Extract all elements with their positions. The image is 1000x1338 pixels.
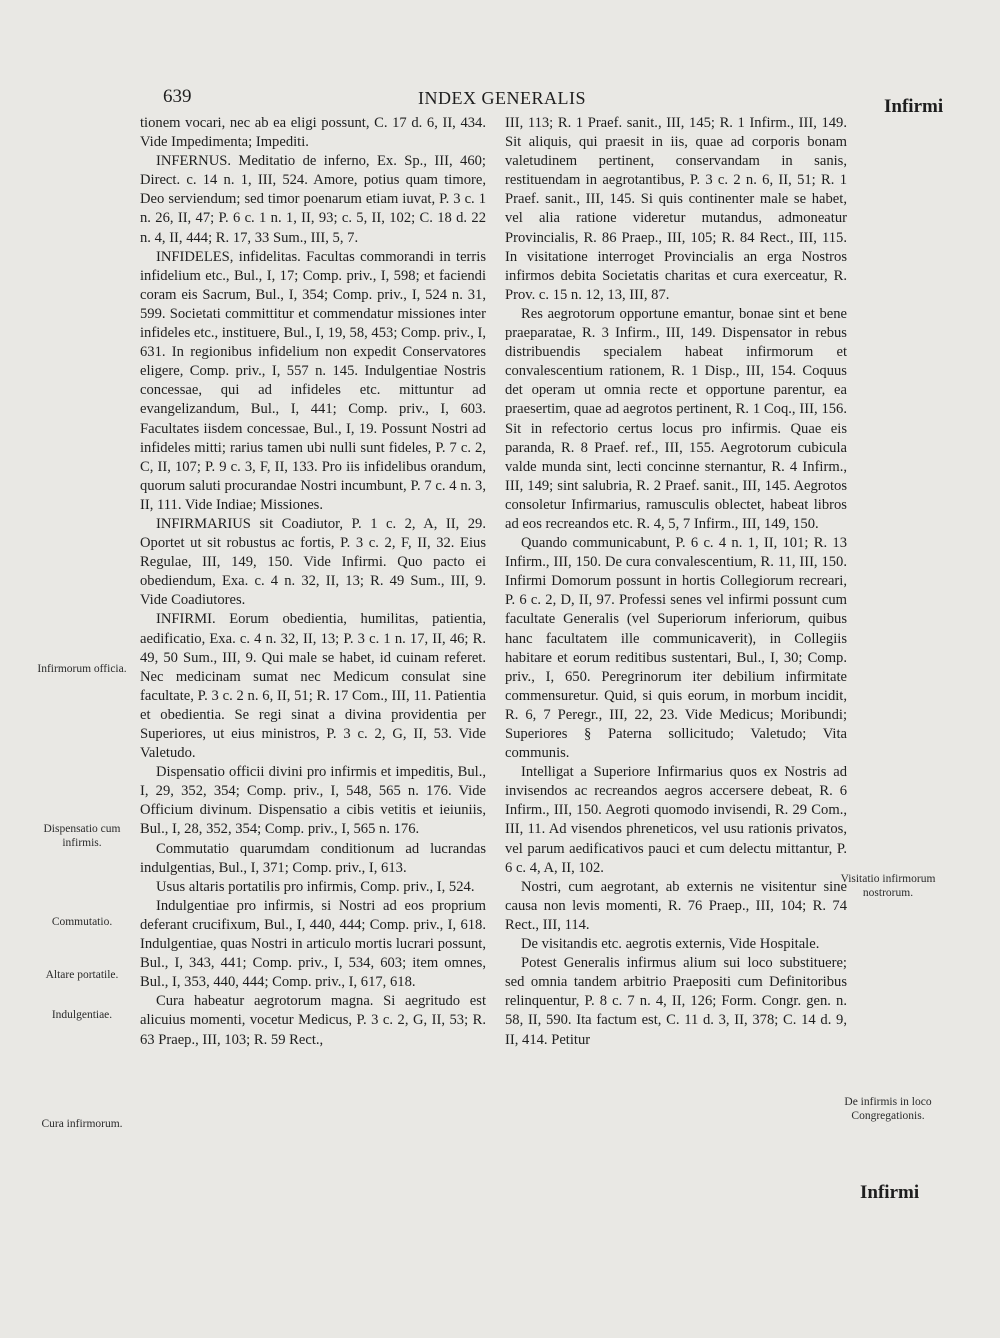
entry-infirmarius: INFIRMARIUS sit Coadiutor, P. 1 c. 2, A, II, 29. Oportet ut sit robustus ac fortis, P. 3 c. 2, F, II, 32. Eius Regulae, III, 149, 150. Vide Infirmi. Quo pacto ei obediendum, Exa. c. 4 n. 32, II, 13; R. 49 Sum., III, 9. Vide Coadiutores. <box>140 515 486 609</box>
paragraph: Potest Generalis infirmus alium sui loco substituere; sed omnia tandem arbitrio Praepositi cum Definitoribus relinquentur, P. 8 c. 7 n. 4, II, 126; Form. Congr. gen. n. 58, II, 590. Ita factum est, C. 11 d. 3, II, 378; C. 14 d. 9, II, 414. Petitur <box>505 955 847 1048</box>
page-number: 639 <box>163 86 192 107</box>
margin-note: Visitatio infirmorum nostrorum. <box>840 873 936 899</box>
paragraph: De visitandis etc. aegrotis externis, Vide Hospitale. <box>521 936 820 953</box>
right-column <box>505 114 847 1050</box>
entry-infirmi: INFIRMI. Eorum obedientia, humilitas, patientia, aedificatio, Exa. c. 4 n. 32, II, 13; P. 3 c. 1 n. 17, II, 46; R. 49, 50 Sum., III, 9. Qui male se habet, id cuinam referet. Nec medicinam sumat nec Medicum consulat sine facultate, P. 3 c. 2 n. 6, II, 51; R. 17 Com., III, 11. Patientia et obedientia. Se regi sinat a divina providentia per Superiores, ut eius ministros, P. 3 c. 2, G, II, 53. Vide Valetudo. <box>140 611 486 762</box>
entry-infideles: INFIDELES, infidelitas. Facultas commorandi in terris infidelium etc., Bul., I, 17; Comp. priv., I, 598; et faciendi coram eis Sacrum, Bul., I, 354; Comp. priv., I, 524 n. 31, 599. Societati committitur et commendatur missiones inter infideles etc., instituere, Bul., I, 19, 58, 453; Comp. priv., I, 631. In regionibus infidelium non expedit Conservatores eligere, Comp. priv., I, 557 n. 145. Indulgentiae Nostris concessae, qui ad infideles etc. mittuntur ad evangelizandum, Bul., I, 441; Comp. priv., I, 603. Facultates iisdem concessae, Bul., I, 19. Possunt Nostri ad infideles mitti; rarius tamen ubi nulli sunt fideles, P. 7 c. 2, C, II, 107; P. 9 c. 3, F, II, 133. Pro iis infidelibus orandum, quorum saluti procurandae Nostri incumbunt, P. 7 c. 4 n. 3, II, 111. Vide Indiae; Missiones. <box>140 248 487 513</box>
paragraph: Dispensatio officii divini pro infirmis et impeditis, Bul., I, 29, 352, 354; Comp. priv., I, 548, 565 n. 176. Vide Officium divinum. Dispensatio a cibis vetitis et ieiuniis, Bul., I, 28, 352, 354; Comp. priv., I, 565 n. 176. <box>140 764 486 838</box>
catchword-bottom: Infirmi <box>860 1182 920 1203</box>
paragraph: Usus altaris portatilis pro infirmis, Comp. priv., I, 524. <box>156 878 475 895</box>
paragraph: tionem vocari, nec ab ea eligi possunt, C. 17 d. 6, II, 434. Vide Impedimenta; Impediti. <box>140 115 486 151</box>
paragraph: Res aegrotorum opportune emantur, bonae sint et bene praeparatae, R. 3 Infirm., III, 149. Dispensator in rebus distribuendis specialem habeat infirmorum et convalescentium rationem, R. 1 Disp., III, 154. Coquus det operam ut omnia recte et opportune parentur, ea praesertim, quae ad aegrotos pertinent, R. 1 Coq., III, 156. Sit in refectorio certus locus pro infirmis. Quae eis paranda, R. 8 Praef. ref., III, 155. Aegrotorum cubicula valde munda sint, lecti concinne sternantur, R. 4 Infirm., III, 149; sint salubria, R. 2 Praef. sanit., III, 145. Aegrotos consoletur Infirmarius, ramusculis oblectet, habeat libros ad eos recreandos etc. R. 4, 5, 7 Infirm., III, 149, 150. <box>505 305 847 532</box>
paragraph: Commutatio quarumdam conditionum ad lucrandas indulgentias, Bul., I, 371; Comp. priv., I, 613. <box>140 840 486 876</box>
paragraph: Indulgentiae pro infirmis, si Nostri ad eos proprium deferant crucifixum, Bul., I, 440, 444; Comp. priv., I, 618. Indulgentiae, quas Nostri in articulo mortis lucrari possunt, Bul., I, 343, 441; Comp. priv., I, 534, 603; item omnes, Bul., I, 353, 440, 444; Comp. priv., I, 617, 618. <box>140 897 486 991</box>
catchword-top: Infirmi <box>884 96 944 117</box>
paragraph: Quando communicabunt, P. 6 c. 4 n. 1, II, 101; R. 13 Infirm., III, 150. De cura convalescentium, R. 11, III, 150. Infirmi Domorum possunt in hortis Collegiorum recreari, P. 6 c. 2, D, II, 97. Professi senes vel infirmi possunt cum facultate Generalis (vel Superiorum inferiorum, quibus hanc facultatem ille communicaverit), in Collegiis habitare et eorum reditibus sustentari, Bul., I, 30; Comp. priv., I, 650. Peregrinorum iter debilium infirmitate commensuretur. Quid, si quis eorum, in morbum incidit, R. 6, 7 Peregr., III, 22, 23. Vide Medicus; Moribundi; Superiores § Paterna sollicitudo; Valetudo; Vita communis. <box>505 535 847 762</box>
paragraph: III, 113; R. 1 Praef. sanit., III, 145; R. 1 Infirm., III, 149. Sit aliquis, qui praesit in iis, quae ad corporis bonam valetudinem pertinent, conservandam in sanis, restituendam in aegrotantibus, P. 3 c. 2 n. 6, II, 51; R. 1 Praef. sanit., III, 145. Si quis continenter male se habet, vel alia ratione videretur mutandus, admoneatur Provincialis, R. 86 Praep., III, 105; R. 84 Rect., III, 115. In visitatione interroget Provincialis an erga Nostros infirmos debita Societatis charitas et cura exerceatur, R. Prov. c. 15 n. 12, 13, III, 87. <box>505 115 847 303</box>
running-title: INDEX GENERALIS <box>418 88 586 108</box>
margin-note: Cura infirmorum. <box>41 1118 123 1130</box>
left-column <box>140 114 486 1050</box>
margin-note: Commutatio. <box>51 916 113 928</box>
margin-note: Indulgentiae. <box>51 1009 113 1021</box>
margin-note: De infirmis in loco Congregationis. <box>844 1096 932 1122</box>
margin-note: Altare portatile. <box>45 969 119 981</box>
paragraph: Intelligat a Superiore Infirmarius quos ex Nostris ad invisendos ac recreandos aegros accersere debeat, R. 6 Infirm., III, 150. Aegroti quomodo invisendi, R. 29 Com., III, 11. Ad visendos phreneticos, vel usu rationis privatos, vel parum aedificativos pauci et cum delectu mittantur, P. 6 c. 4, A, II, 102. <box>505 764 847 876</box>
entry-infernus: INFERNUS. Meditatio de inferno, Ex. Sp., III, 460; Direct. c. 14 n. 1, III, 524. Amore, potius quam timore, Deo serviendum; sed timor poenarum etiam iuvat, P. 3 c. 1 n. 26, II, 47; P. 6 c. 1 n. 1, II, 93; c. 5, II, 102; C. 18 d. 22 n. 4, II, 444; R. 17, 33 Sum., III, 5, 7. <box>140 153 486 246</box>
paragraph: Cura habeatur aegrotorum magna. Si aegritudo est alicuius momenti, vocetur Medicus, P. 3 c. 2, G, II, 53; R. 63 Praep., III, 103; R. 59 Rect., <box>140 993 486 1048</box>
margin-note: Dispensatio cum infirmis. <box>43 823 121 849</box>
paragraph: Nostri, cum aegrotant, ab externis ne visitentur sine causa non levis momenti, R. 76 Praep., III, 104; R. 74 Rect., III, 114. <box>505 878 847 933</box>
margin-note: Infirmorum officia. <box>37 663 127 675</box>
